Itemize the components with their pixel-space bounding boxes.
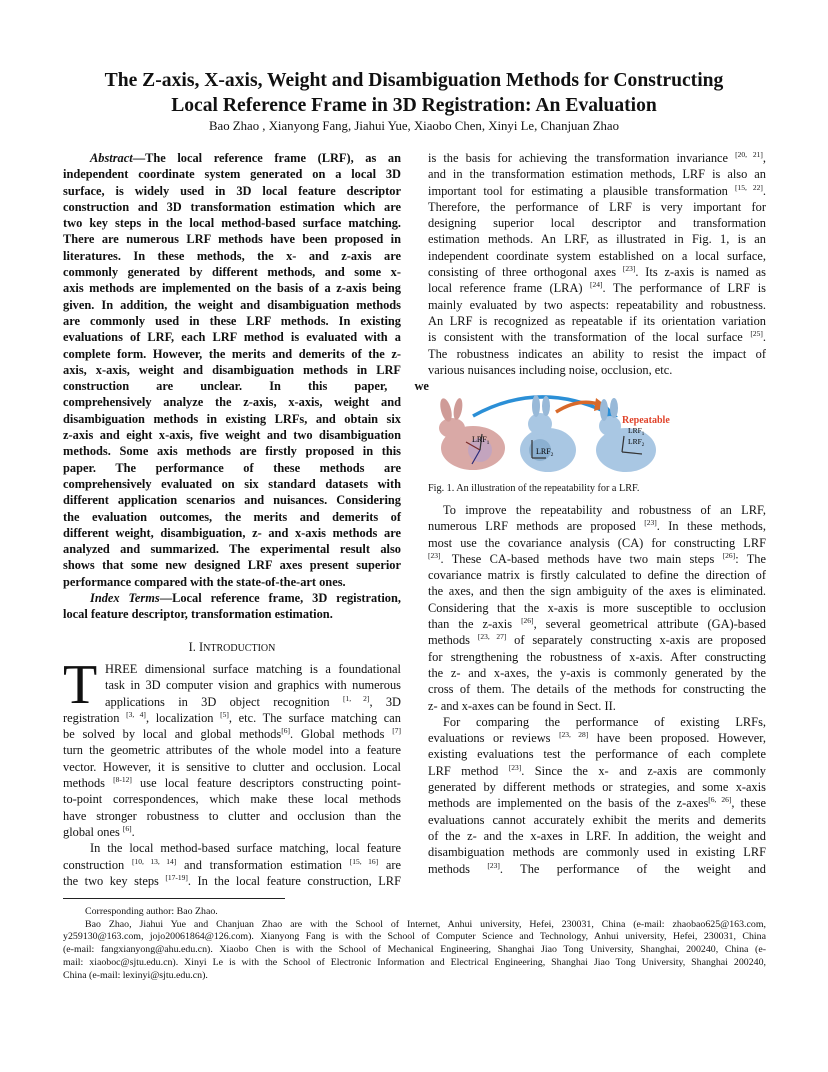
body-line: the axes, and then the sign ambiguity of the axes is eliminated.	[428, 584, 766, 599]
title-line-1: The Z-axis, X-axis, Weight and Disambiguation Methods for Constructing	[104, 70, 724, 91]
corresponding-author: Corresponding author: Bao Zhao.	[85, 906, 218, 917]
body-line: An LRF is recognized as repeatable if its orientation variation	[428, 313, 766, 328]
intro-line: HREE dimensional surface matching is a foundational	[105, 662, 401, 676]
abstract-line: independent coordinate system generated on a local 3D	[63, 167, 401, 182]
body-line: numerous LRF methods are proposed [23]. In these methods,	[428, 518, 766, 534]
body-line: and in the transformation estimation methods, LRF is also an	[428, 167, 766, 182]
body-line: mainly evaluated by two aspects: repeatability and robustness.	[428, 297, 766, 312]
intro-line: the two key steps [17-19]. In the local feature construction, LRF	[63, 872, 401, 888]
body-line: evaluations or reviews [23, 28] have been proposed. However,	[428, 730, 766, 746]
drop-cap: T	[63, 654, 98, 716]
abstract-line: axis methods are implemented on the basis of a z-axis being	[63, 281, 401, 296]
affiliation-line: (e-mail: fangxianyong@ahu.edu.cn). Xiaobo Chen is with the School of Mechanical Engineering, Shanghai Jiao Tong University, Shanghai, 200240, China (e-	[63, 944, 766, 956]
abstract-line: construction are unclear. In this paper, we	[63, 379, 429, 394]
body-line: methods are implemented on the basis of the z-axes[6, 26], these	[428, 795, 767, 811]
abstract-line: two key steps in the local method-based surface matching.	[63, 216, 401, 231]
intro-line: registration [3, 4], localization [5], etc. The surface matching can	[63, 709, 401, 725]
footnote-rule	[63, 898, 285, 899]
body-line: most use the covariance analysis (CA) for constructing LRF	[428, 535, 766, 550]
abstract-line: performance compared with the state-of-the-art ones.	[63, 574, 346, 589]
body-line: for strengthening the robustness of x-axis. After constructing	[428, 649, 766, 664]
left-column	[63, 150, 429, 623]
abstract-line: evaluations of LRF, each LRF method is evaluated with a	[63, 330, 401, 345]
lrf3-label: $LRF_1$	[628, 426, 645, 437]
lrf2-label: $LRF_2$	[536, 447, 554, 458]
intro-line: turn the geometric attributes of the whole model into a feature	[63, 743, 401, 758]
body-line: is consistent with the transformation of the local surface [25].	[428, 329, 766, 345]
abstract-line: shows that some new designed LRF axes present superior	[63, 558, 401, 573]
abstract-line: complete form. However, the merits and demerits of the z-	[63, 346, 401, 361]
abstract-line: different weight, disambiguation, z- and x-axis methods are	[63, 525, 401, 540]
abstract-line: analyzed and summarized. The experimental result also	[63, 542, 401, 557]
abstract-line: literatures. In these methods, the x- and z-axis are	[63, 248, 401, 263]
body-line: cross of them. The details of the methods for constructing the	[428, 682, 766, 697]
body-line: disambiguation methods are commonly used in existing LRF	[428, 845, 766, 860]
bunny-1	[438, 397, 505, 470]
body-line: important tool for estimating a plausible transformation [15, 22].	[428, 182, 766, 198]
intro-line: construction [10, 13, 14] and transformation estimation [15, 16] are	[63, 856, 401, 872]
lrf1-label: $LRF_1$	[472, 435, 490, 446]
intro-line: have stronger robustness to clutter and occlusion than the	[63, 808, 401, 823]
abstract-line: comprehensively analyze the z-axis, x-axis, weight and	[63, 395, 401, 410]
section-heading-introduction: I. INTRODUCTION	[188, 640, 276, 654]
abstract-line: axis, x-axis, weight and disambiguation methods in LRF	[63, 362, 401, 377]
repeatable-label: Repeatable	[622, 415, 670, 426]
intro-line: task in 3D computer vision and graphics with numerous	[105, 678, 401, 693]
lrf4-label: $LRF_2$	[628, 437, 645, 448]
abstract-line: comprehensively evaluated on six standard datasets with	[63, 476, 401, 491]
figure-1-caption: Fig. 1. An illustration of the repeatability for a LRF.	[428, 483, 640, 494]
intro-line: to-point correspondences, which make these local methods	[63, 792, 401, 807]
intro-line: methods [8-12] use local feature descriptors constructing point-	[63, 774, 401, 791]
right-column-lower	[428, 502, 766, 877]
author-list: Bao Zhao , Xianyong Fang, Jiahui Yue, Xiaobo Chen, Xinyi Le, Chanjuan Zhao	[208, 119, 620, 133]
bunny-3	[596, 398, 670, 472]
affiliation-line: China (e-mail: lexinyi@sjtu.edu.cn).	[63, 969, 208, 981]
abstract-line: Abstract—The local reference frame (LRF), as an	[90, 151, 401, 165]
body-line: evaluations cannot accurately exhibit the merits and demerits	[428, 812, 766, 827]
abstract-line: the evaluation outcomes, the merits and demerits of	[63, 509, 401, 524]
abstract-line: z-axis and eight x-axis, five weight and two disambiguation	[63, 428, 401, 443]
intro-line: In the local method-based surface matching, local feature	[90, 841, 401, 856]
body-line: z- and x-axes can be found in Sect. II.	[428, 698, 616, 713]
abstract-line: commonly generated by different methods, and some x-	[63, 265, 401, 280]
title-line-2: Local Reference Frame in 3D Registration: An Evaluation	[171, 95, 657, 116]
abstract-line: There are numerous LRF methods have been proposed in	[63, 232, 401, 247]
abstract-label: Abstract	[90, 151, 133, 165]
body-line: [23]. These CA-based methods have two main steps [26]: The	[428, 550, 766, 566]
paper-title	[60, 68, 768, 118]
body-line: the z- and x-axes, the y-axis is commonly generated by the	[428, 665, 766, 680]
body-line: is the basis for achieving the transformation invariance [20, 21],	[428, 149, 766, 165]
intro-line: be solved by local and global methods[6]. Global methods [7]	[63, 726, 401, 742]
body-line: For comparing the performance of existing LRFs,	[443, 714, 766, 729]
abstract-line: paper. The performance of these methods are	[63, 460, 401, 475]
body-line: To improve the repeatability and robustness of an LRF,	[443, 503, 766, 517]
body-line: various nuisances including noise, occlusion, etc.	[428, 362, 673, 377]
right-column	[428, 150, 766, 378]
abstract-line: construction and 3D transformation estimation which are	[63, 199, 401, 214]
body-line: existing evaluations test the performance of each complete	[428, 747, 766, 762]
body-line: LRF method [23]. Since the x- and z-axis are commonly	[428, 762, 766, 778]
body-line: methods [23]. The performance of the weight and	[428, 860, 766, 876]
body-line: than the z-axis [26], several geometrical attribute (GA)-based	[428, 615, 766, 632]
intro-line: vector. However, it is sensitive to clutter and occlusion. Local	[63, 759, 401, 774]
footnote	[63, 906, 766, 982]
abstract-line: given. In addition, the weight and disambiguation methods	[63, 297, 401, 312]
body-line: Considering that the x-axis is more susceptible to occlusion	[428, 600, 766, 615]
body-line: generated by different methods or strategies, and some x-axis	[428, 780, 766, 795]
affiliation-line: y259130@163.com, jojo20061864@126.com). Xianyong Fang is with the School of Computer Science and Technology, Anhui university, Hefei, 230031, China	[63, 931, 766, 943]
abstract-line: are commonly used in these LRF methods. In existing	[63, 313, 401, 328]
intro-line: applications in 3D object recognition [1, 2], 3D	[105, 693, 401, 709]
body-line: The robustness indicates an ability to resist the impact of	[428, 346, 766, 361]
body-line: independent coordinate system established on a local surface,	[428, 248, 766, 263]
abstract-line: disambiguation methods in existing LRFs, and obtain six	[63, 411, 401, 426]
body-line: covariance matrix is firstly calculated to define the direction of	[428, 568, 766, 583]
body-line: designing superior local descriptor and transformation	[428, 216, 766, 231]
body-line: local reference frame (LRA) [24]. The performance of LRF is	[428, 280, 766, 296]
intro-paragraph-1	[63, 654, 401, 889]
index-terms-line: Index Terms—Local reference frame, 3D registration,	[90, 591, 401, 606]
affiliation-line: Bao Zhao, Jiahui Yue and Chanjuan Zhao are with the School of Internet, Anhui university, Hefei, 230031, China (e-mail: zhaobao625@163.com,	[85, 918, 766, 930]
body-line: methods [23, 27] of separately constructing x-axis are proposed	[428, 632, 766, 648]
figure-1-illustration	[428, 392, 766, 478]
abstract-line: different application scenarios and nuisances. Considering	[63, 493, 401, 508]
intro-line: global ones [6].	[63, 823, 135, 839]
body-line: estimation methods. An LRF, as illustrated in Fig. 1, is an	[428, 232, 766, 247]
body-line: Therefore, the performance of LRF is very important for	[428, 199, 766, 214]
affiliation-line: mail: xiaoboc@sjtu.edu.cn). Xinyi Le is with the School of Electronic Information and Electrical Engineering, Shanghai Jiao Tong University, Shanghai 200240,	[63, 956, 766, 968]
index-terms-label: Index Terms	[90, 591, 160, 606]
body-line: of the z- and the x-axes in LRF. In addition, the weight and	[428, 828, 766, 843]
index-terms-line: local feature descriptor, transformation estimation.	[63, 607, 333, 622]
abstract-line: surface, is widely used in 3D local feature descriptor	[63, 183, 401, 198]
abstract-line: methods. Some axis methods are firstly proposed in this	[63, 444, 401, 459]
body-line: consisting of three orthogonal axes [23]. Its z-axis is named as	[428, 263, 766, 280]
